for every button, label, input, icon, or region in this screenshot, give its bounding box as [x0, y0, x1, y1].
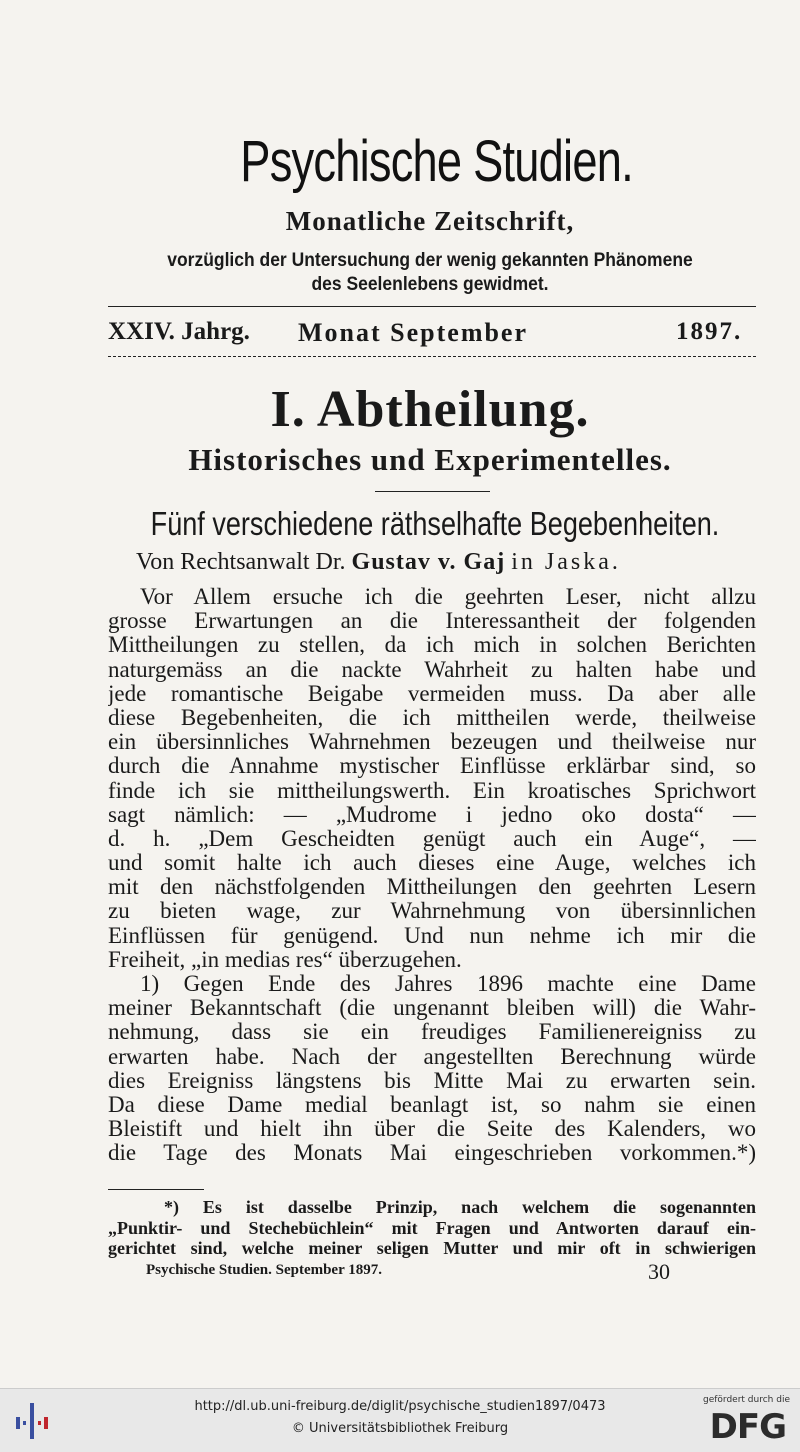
footnote: [108, 1197, 756, 1259]
article-title: Fünf verschiedene räthselhafte Begebenheiten.: [150, 505, 720, 542]
body-line: die Tage des Monats Mai eingeschrieben vorkommen.*): [108, 1141, 756, 1166]
byline-suffix: in Jaska.: [511, 549, 621, 575]
year-label: 1897.: [676, 318, 743, 345]
section-heading: I. Abtheilung.: [270, 381, 590, 438]
journal-description-line2: des Seelenlebens gewidmet.: [311, 274, 549, 295]
body-line: Mittheilungen zu stellen, da ich mich in solchen Berichten: [108, 633, 756, 658]
month-label: Monat September: [298, 318, 529, 347]
footnote-line: *) Es ist dasselbe Prinzip, nach welchem die sogenannten: [164, 1197, 756, 1217]
body-line: ein übersinnliches Wahrnehmen bezeugen und theilweise nur: [108, 730, 756, 755]
body-line: erwarten habe. Nach der angestellten Berechnung würde: [108, 1044, 756, 1069]
header-rule-bottom: [108, 356, 756, 357]
document-url-link[interactable]: http://dl.ub.uni-freiburg.de/diglit/psychische_studien1897/0473: [194, 1399, 606, 1414]
page-footer-journal: Psychische Studien. September 1897.: [146, 1262, 382, 1278]
body-line: und somit halte ich auch dieses eine Auge, welches ich: [108, 851, 756, 876]
section-divider: [375, 491, 490, 492]
footnote-rule: [108, 1189, 204, 1190]
journal-description-line1: vorzüglich der Untersuchung der wenig gekannten Phänomene: [167, 250, 693, 271]
funding-note: gefördert durch die: [703, 1395, 790, 1405]
byline: [136, 549, 621, 576]
body-line: grosse Erwartungen an die Interessantheit der folgenden: [108, 609, 756, 634]
body-line: 1) Gegen Ende des Jahres 1896 machte eine Dame: [140, 972, 756, 996]
body-line: jede romantische Beigabe vermeiden muss. Da aber alle: [108, 681, 756, 706]
body-line: Vor Allem ersuche ich die geehrten Leser, nicht allzu: [140, 585, 756, 609]
body-line: finde ich sie mittheilungswerth. Ein kroatisches Sprichwort: [108, 778, 756, 803]
body-line: sagt nämlich: — „Mudrome i jedno oko dosta“ —: [108, 802, 756, 827]
viewer-footer: [0, 1388, 800, 1452]
body-line: dies Ereigniss längstens bis Mitte Mai zu erwarten sein.: [108, 1068, 756, 1093]
body-line: diese Begebenheiten, die ich mittheilen werde, theilweise: [108, 705, 756, 730]
header-rule-top: [108, 306, 756, 307]
body-line: mit den nächstfolgenden Mittheilungen den geehrten Lesern: [108, 875, 756, 900]
copyright-notice: © Universitätsbibliothek Freiburg: [291, 1421, 509, 1436]
footnote-line: „Punktir- und Stechebüchlein“ mit Fragen und Antworten darauf ein-: [108, 1217, 756, 1238]
body-line: Da diese Dame medial beanlagt ist, so nahm sie einen: [108, 1092, 756, 1117]
byline-prefix: Von Rechtsanwalt Dr.: [136, 549, 346, 575]
body-line: nehmung, dass sie ein freudiges Familienereigniss zu: [108, 1020, 756, 1045]
body-line: naturgemäss an die nackte Wahrheit zu halten habe und: [108, 657, 756, 682]
page-signature: 30: [648, 1259, 670, 1284]
body-line: d. h. „Dem Gescheidten genügt auch ein Auge“, —: [108, 826, 756, 851]
journal-title: Psychische Studien.: [240, 129, 633, 194]
body-line: durch die Annahme mystischer Einflüsse erklärbar sind, so: [108, 754, 756, 779]
author-name: Gustav v. Gaj: [351, 549, 506, 575]
body-line: meiner Bekanntschaft (die ungenannt bleiben will) die Wahr-: [108, 996, 756, 1021]
dfg-logo: DFG: [709, 1407, 786, 1447]
article-body: [108, 585, 756, 1166]
journal-subtitle: Monatliche Zeitschrift,: [285, 206, 575, 236]
body-line: Freiheit, „in medias res“ überzugehen.: [108, 947, 462, 972]
body-line: zu bieten wage, zur Wahrnehmung von übersinnlichen: [108, 899, 756, 924]
body-line: Bleistift und hielt ihn über die Seite des Kalenders, wo: [108, 1117, 756, 1142]
body-line: Einflüssen für genügend. Und nun nehme ich mir die: [108, 923, 756, 948]
volume-label: XXIV. Jahrg.: [108, 318, 250, 345]
footnote-line: gerichtet sind, welche meiner seligen Mutter und mir oft in schwierigen: [108, 1238, 756, 1258]
section-subheading: Historisches und Experimentelles.: [188, 442, 672, 477]
